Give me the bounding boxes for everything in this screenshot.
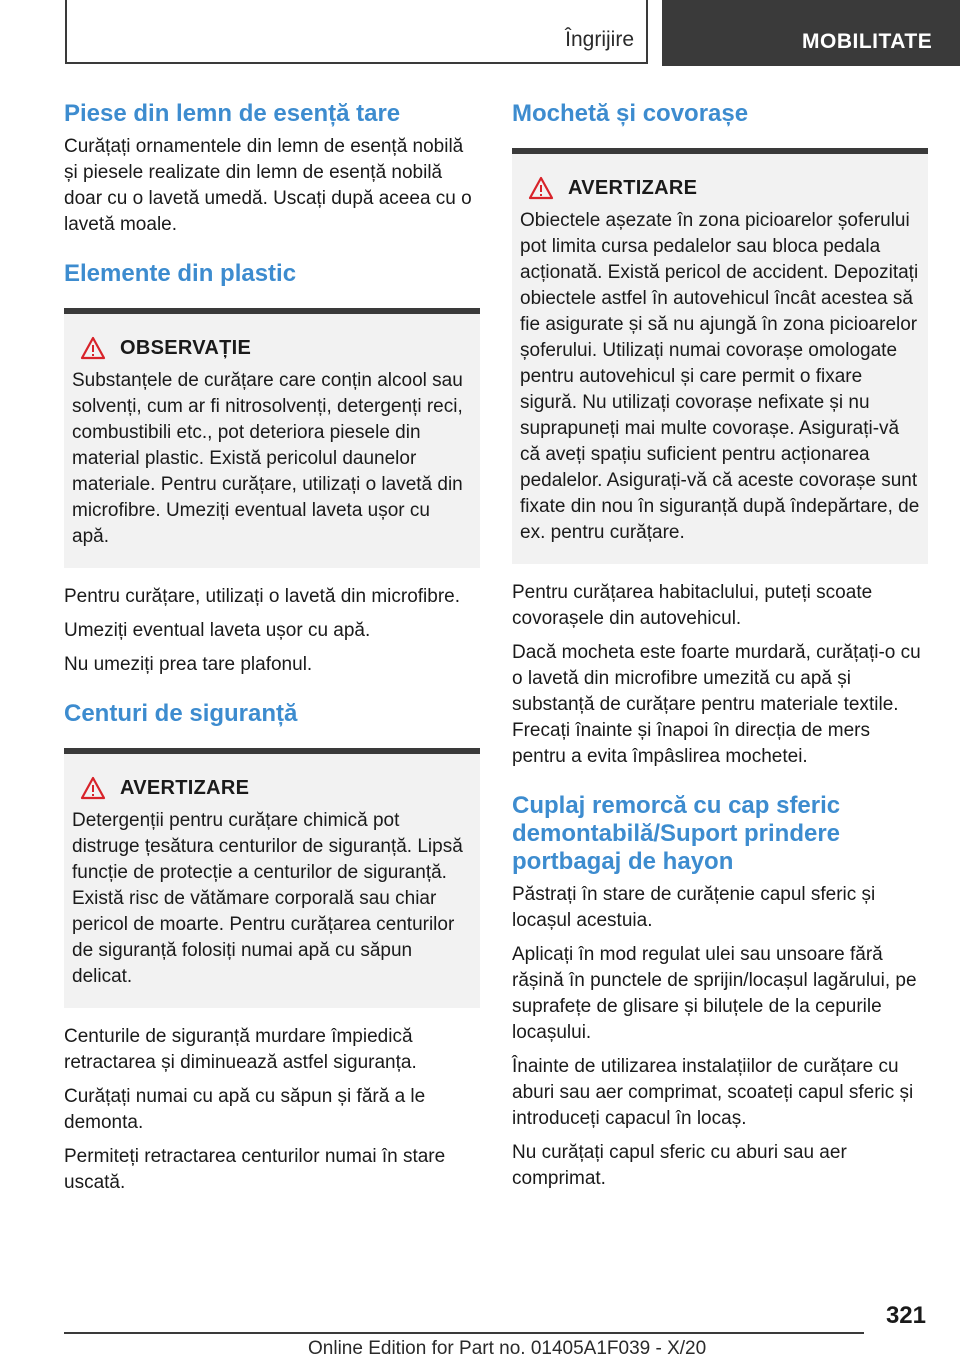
plastic-notice-text: Substanțele de curățare care conțin alcool sau solvenți, cum ar fi nitrosolvenți, detergenți reci, combustibili etc., pot deteriora piesele din material plastic. Există pericolul daunelor materiale. Pentru curățare, utilizați o lavetă din microfibre. Umeziți eventual laveta ușor cu apă. — [72, 370, 463, 547]
carpet-notice-text: Obiectele așezate în zona picioarelor șoferului pot limita cursa pedalelor sau bloca pedala acționată. Există pericol de accident. Depozitați obiectele astfel în autovehicul încât acestea să fie asigurate și să nu ajungă în zona picioarelor șoferului. Utilizați numai covorașe omologate pentru autovehicul și care permit o fixare sigură. Nu utilizați covorașe nefixate și nu suprapuneți mai multe covorașe. Asigurați-vă că aveți spațiu suficient pentru acționarea pedalelor. Asigurați-vă că aceste covorașe sunt fixate din nou în siguranță după îndepărtare, de ex. pentru curățare. — [520, 210, 920, 543]
plastic-notice-header — [80, 336, 472, 360]
carpet-paragraph-1: Pentru curățarea habitaclului, puteți scoate covorașele din autovehicul. — [512, 582, 873, 629]
plastic-paragraph-2: Umeziți eventual laveta ușor cu apă. — [64, 620, 371, 641]
carpet-notice-title: AVERTIZARE — [568, 176, 698, 199]
page-number: 321 — [885, 1302, 926, 1329]
header-chapter-label: MOBILITATE — [802, 30, 933, 53]
hitch-paragraph-3: Înainte de utilizarea instalațiilor de curățare cu aburi sau aer comprimat, scoateți capul sferic și introduceți capacul în locaș. — [512, 1056, 914, 1129]
warning-triangle-icon — [80, 776, 106, 800]
warning-triangle-icon — [528, 176, 554, 200]
plastic-paragraph-1: Pentru curățare, utilizați o lavetă din microfibre. — [64, 586, 461, 607]
carpet-notice-box — [512, 148, 928, 564]
hitch-paragraph-2: Aplicați în mod regulat ulei sau unsoare fără rășină în punctele de sprijin/locașul lagărului, pe suprafețe de glisare și biluțele de la cepurile locașului. — [512, 944, 917, 1043]
hitch-paragraph-1: Păstrați în stare de curățenie capul sferic și locașul acestuia. — [512, 884, 876, 931]
belts-notice-box — [64, 748, 480, 1008]
carpet-notice-header — [528, 176, 920, 200]
belts-notice-title: AVERTIZARE — [120, 776, 250, 799]
warning-triangle-icon — [80, 336, 106, 360]
belts-paragraph-2: Curățați numai cu apă cu săpun și fără a le demonta. — [64, 1086, 426, 1133]
header-chapter-tab — [662, 0, 960, 66]
belts-notice-header — [80, 776, 472, 800]
left-column — [64, 100, 480, 1204]
plastic-paragraph-3: Nu umeziți prea tare plafonul. — [64, 654, 313, 675]
belts-notice-text: Detergenții pentru curățare chimică pot distruge țesătura centurilor de siguranță. Lipsă funcție de protecție a centurilor de siguranță. Există risc de vătămare corporală sau chiar pericol de moarte. Pentru curățarea centurilor de siguranță folosiți numai apă cu săpun delicat. — [72, 810, 463, 987]
footer-divider — [64, 1332, 864, 1334]
carpet-heading: Mochetă și covorașe — [512, 100, 749, 127]
header-section-box — [65, 0, 648, 64]
hitch-heading: Cuplaj remorcă cu cap sferic demontabilă/Suport prindere portbagaj de hayon — [512, 792, 841, 875]
footer-edition: Online Edition for Part no. 01405A1F039 - X/20 — [308, 1338, 707, 1359]
wood-text: Curățați ornamentele din lemn de esență nobilă și piesele realizate din lemn de esență nobilă doar cu o lavetă umedă. Uscați după aceea cu o lavetă moale. — [64, 136, 472, 235]
belts-paragraph-3: Permiteți retractarea centurilor numai în stare uscată. — [64, 1146, 446, 1193]
header-section-title: Îngrijire — [565, 28, 634, 51]
plastic-heading: Elemente din plastic — [64, 260, 297, 287]
page-header — [0, 0, 960, 66]
plastic-notice-title: OBSERVAȚIE — [120, 336, 252, 359]
belts-heading: Centuri de siguranță — [64, 700, 298, 727]
plastic-notice-box — [64, 308, 480, 568]
carpet-paragraph-2: Dacă mocheta este foarte murdară, curățați-o cu o lavetă din microfibre umezită cu apă și substanță de curățare pentru materiale textile. Frecați înainte și înapoi în direcția de mers pentru a evita împâslirea mochetei. — [512, 642, 921, 767]
right-column — [512, 100, 928, 1200]
hitch-paragraph-4: Nu curățați capul sferic cu aburi sau aer comprimat. — [512, 1142, 847, 1189]
belts-paragraph-1: Centurile de siguranță murdare împiedică retractarea și diminuează astfel siguranța. — [64, 1026, 417, 1073]
wood-heading: Piese din lemn de esență tare — [64, 100, 401, 127]
